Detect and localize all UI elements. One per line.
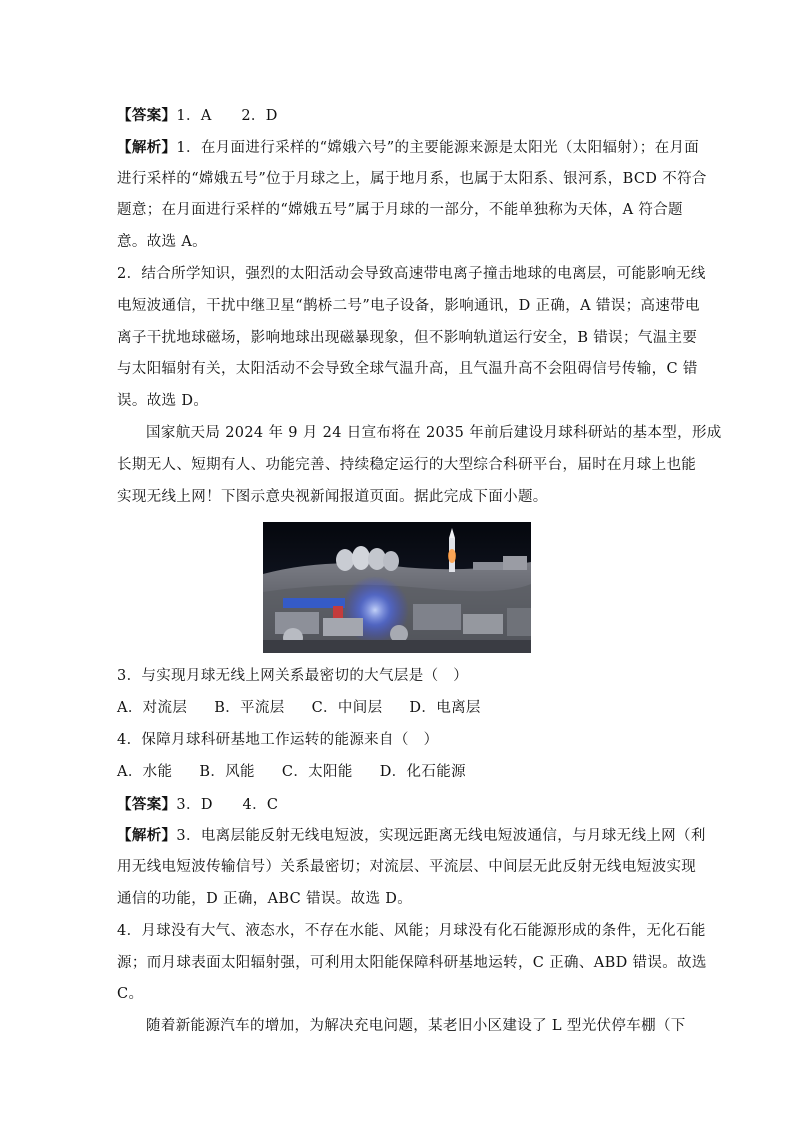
moon-base-image bbox=[263, 522, 531, 653]
question-3-stem: 3．与实现月球无线上网关系最密切的大气层是（ ） bbox=[117, 668, 469, 685]
answer-line-1: 【答案】1．A 2．D bbox=[117, 107, 278, 124]
text-line: 4．月球没有大气、液态水，不存在水能、风能；月球没有化石能源形成的条件，无化石能 bbox=[117, 922, 706, 939]
option-b: B．平流层 bbox=[214, 700, 285, 717]
text-line: 源；而月球表面太阳辐射强，可利用太阳能保障科研基地运转，C 正确、ABD 错误。故选 bbox=[117, 954, 707, 971]
material-paragraph: 国家航天局 2024 年 9 月 24 日宣布将在 2035 年前后建设月球科研站的基本型，形成 bbox=[146, 424, 722, 441]
answer-line-2: 【答案】3．D 4．C bbox=[117, 795, 279, 813]
question-3-options bbox=[117, 693, 682, 725]
text-line: 电短波通信，干扰中继卫星“鹊桥二号”电子设备，影响通讯，D 正确，A 错误；高速带电 bbox=[117, 297, 700, 314]
option-d: D．电离层 bbox=[409, 700, 481, 717]
text-line: 用无线电短波传输信号）关系最密切；对流层、平流层、中间层无此反射无线电短波实现 bbox=[117, 859, 697, 876]
option-c: C．中间层 bbox=[311, 700, 383, 717]
option-a: A．对流层 bbox=[117, 700, 188, 717]
text-line: 长期无人、短期有人、功能完善、持续稳定运行的大型综合科研平台，届时在月球上也能 bbox=[117, 456, 697, 473]
option-b: B．风能 bbox=[199, 763, 255, 780]
text-line: 进行采样的“嫦娥五号”位于月球之上，属于地月系，也属于太阳系、银河系，BCD 不符合 bbox=[117, 170, 707, 187]
text-line: 2．结合所学知识，强烈的太阳活动会导致高速带电离子撞击地球的电离层，可能影响无线 bbox=[117, 265, 706, 282]
question-4-options bbox=[117, 757, 682, 789]
analysis-line-2: 【解析】3．电离层能反射无线电短波，实现远距离无线电短波通信，与月球无线上网（利 bbox=[117, 827, 706, 845]
text-line: 意。故选 A。 bbox=[117, 234, 208, 251]
moon-base-illustration bbox=[263, 522, 531, 653]
text-line: 通信的功能，D 正确，ABC 错误。故选 D。 bbox=[117, 890, 413, 907]
material-paragraph: 随着新能源汽车的增加，为解决充电问题，某老旧小区建设了 L 型光伏停车棚（下 bbox=[146, 1018, 686, 1035]
text-line: 与太阳辐射有关，太阳活动不会导致全球气温升高，且气温升高不会阻碍信号传输，C 错 bbox=[117, 361, 698, 378]
option-c: C．太阳能 bbox=[281, 763, 353, 780]
text-line: 误。故选 D。 bbox=[117, 393, 209, 410]
text-line: 题意；在月面进行采样的“嫦娥五号”属于月球的一部分，不能单独称为天体，A 符合题 bbox=[117, 202, 683, 219]
text-line: C。 bbox=[117, 986, 144, 1003]
document-body bbox=[117, 100, 722, 1043]
text-line: 实现无线上网！下图示意央视新闻报道页面。据此完成下面小题。 bbox=[117, 488, 548, 505]
question-4-stem: 4．保障月球科研基地工作运转的能源来自（ ） bbox=[117, 731, 439, 748]
option-a: A．水能 bbox=[117, 763, 173, 780]
option-d: D．化石能源 bbox=[379, 763, 466, 780]
text-line: 离子干扰地球磁场，影响地球出现磁暴现象，但不影响轨道运行安全，B 错误；气温主要 bbox=[117, 329, 698, 346]
analysis-line-1: 【解析】1．在月面进行采样的“嫦娥六号”的主要能源来源是太阳光（太阳辐射）；在月面 bbox=[117, 138, 700, 156]
